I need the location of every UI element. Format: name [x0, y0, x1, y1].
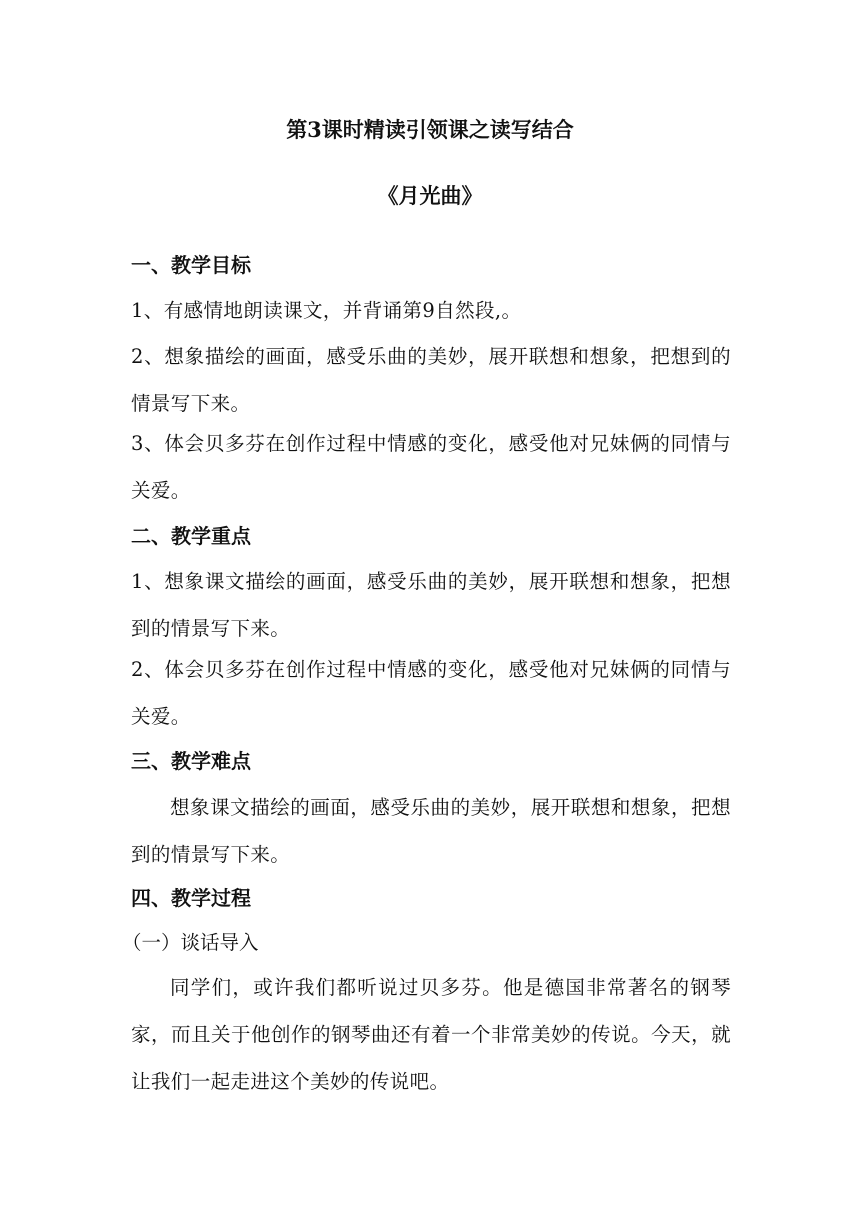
objective-item-1: 1、有感情地朗读课文，并背诵第9自然段,。 [131, 299, 522, 322]
text-title: 《月光曲》 [377, 183, 483, 208]
process-subheading: （一）谈话导入 [122, 931, 259, 954]
section-heading-difficulties: 三、教学难点 [131, 749, 251, 773]
objective-item-2: 2、想象描绘的画面，感受乐曲的美妙，展开联想和想象，把想到的情景写下来。 [131, 345, 731, 415]
lesson-title: 第3课时精读引领课之读写结合 [286, 117, 574, 142]
section-heading-key-points: 二、教学重点 [131, 524, 251, 548]
section-heading-objectives: 一、教学目标 [131, 253, 251, 277]
process-paragraph: 同学们，或许我们都听说过贝多芬。他是德国非常著名的钢琴家，而且关于他创作的钢琴曲还有着一个非常美妙的传说。今天，就让我们一起走进这个美妙的传说吧。 [131, 976, 731, 1093]
key-point-item-1: 1、想象课文描绘的画面，感受乐曲的美妙，展开联想和想象，把想到的情景写下来。 [131, 570, 731, 640]
difficulty-item-1: 想象课文描绘的画面，感受乐曲的美妙，展开联想和想象，把想到的情景写下来。 [131, 796, 731, 866]
section-heading-process: 四、教学过程 [131, 886, 251, 910]
key-point-item-2: 2、体会贝多芬在创作过程中情感的变化，感受他对兄妹俩的同情与关爱。 [131, 658, 731, 728]
objective-item-3: 3、体会贝多芬在创作过程中情感的变化，感受他对兄妹俩的同情与关爱。 [131, 432, 731, 502]
